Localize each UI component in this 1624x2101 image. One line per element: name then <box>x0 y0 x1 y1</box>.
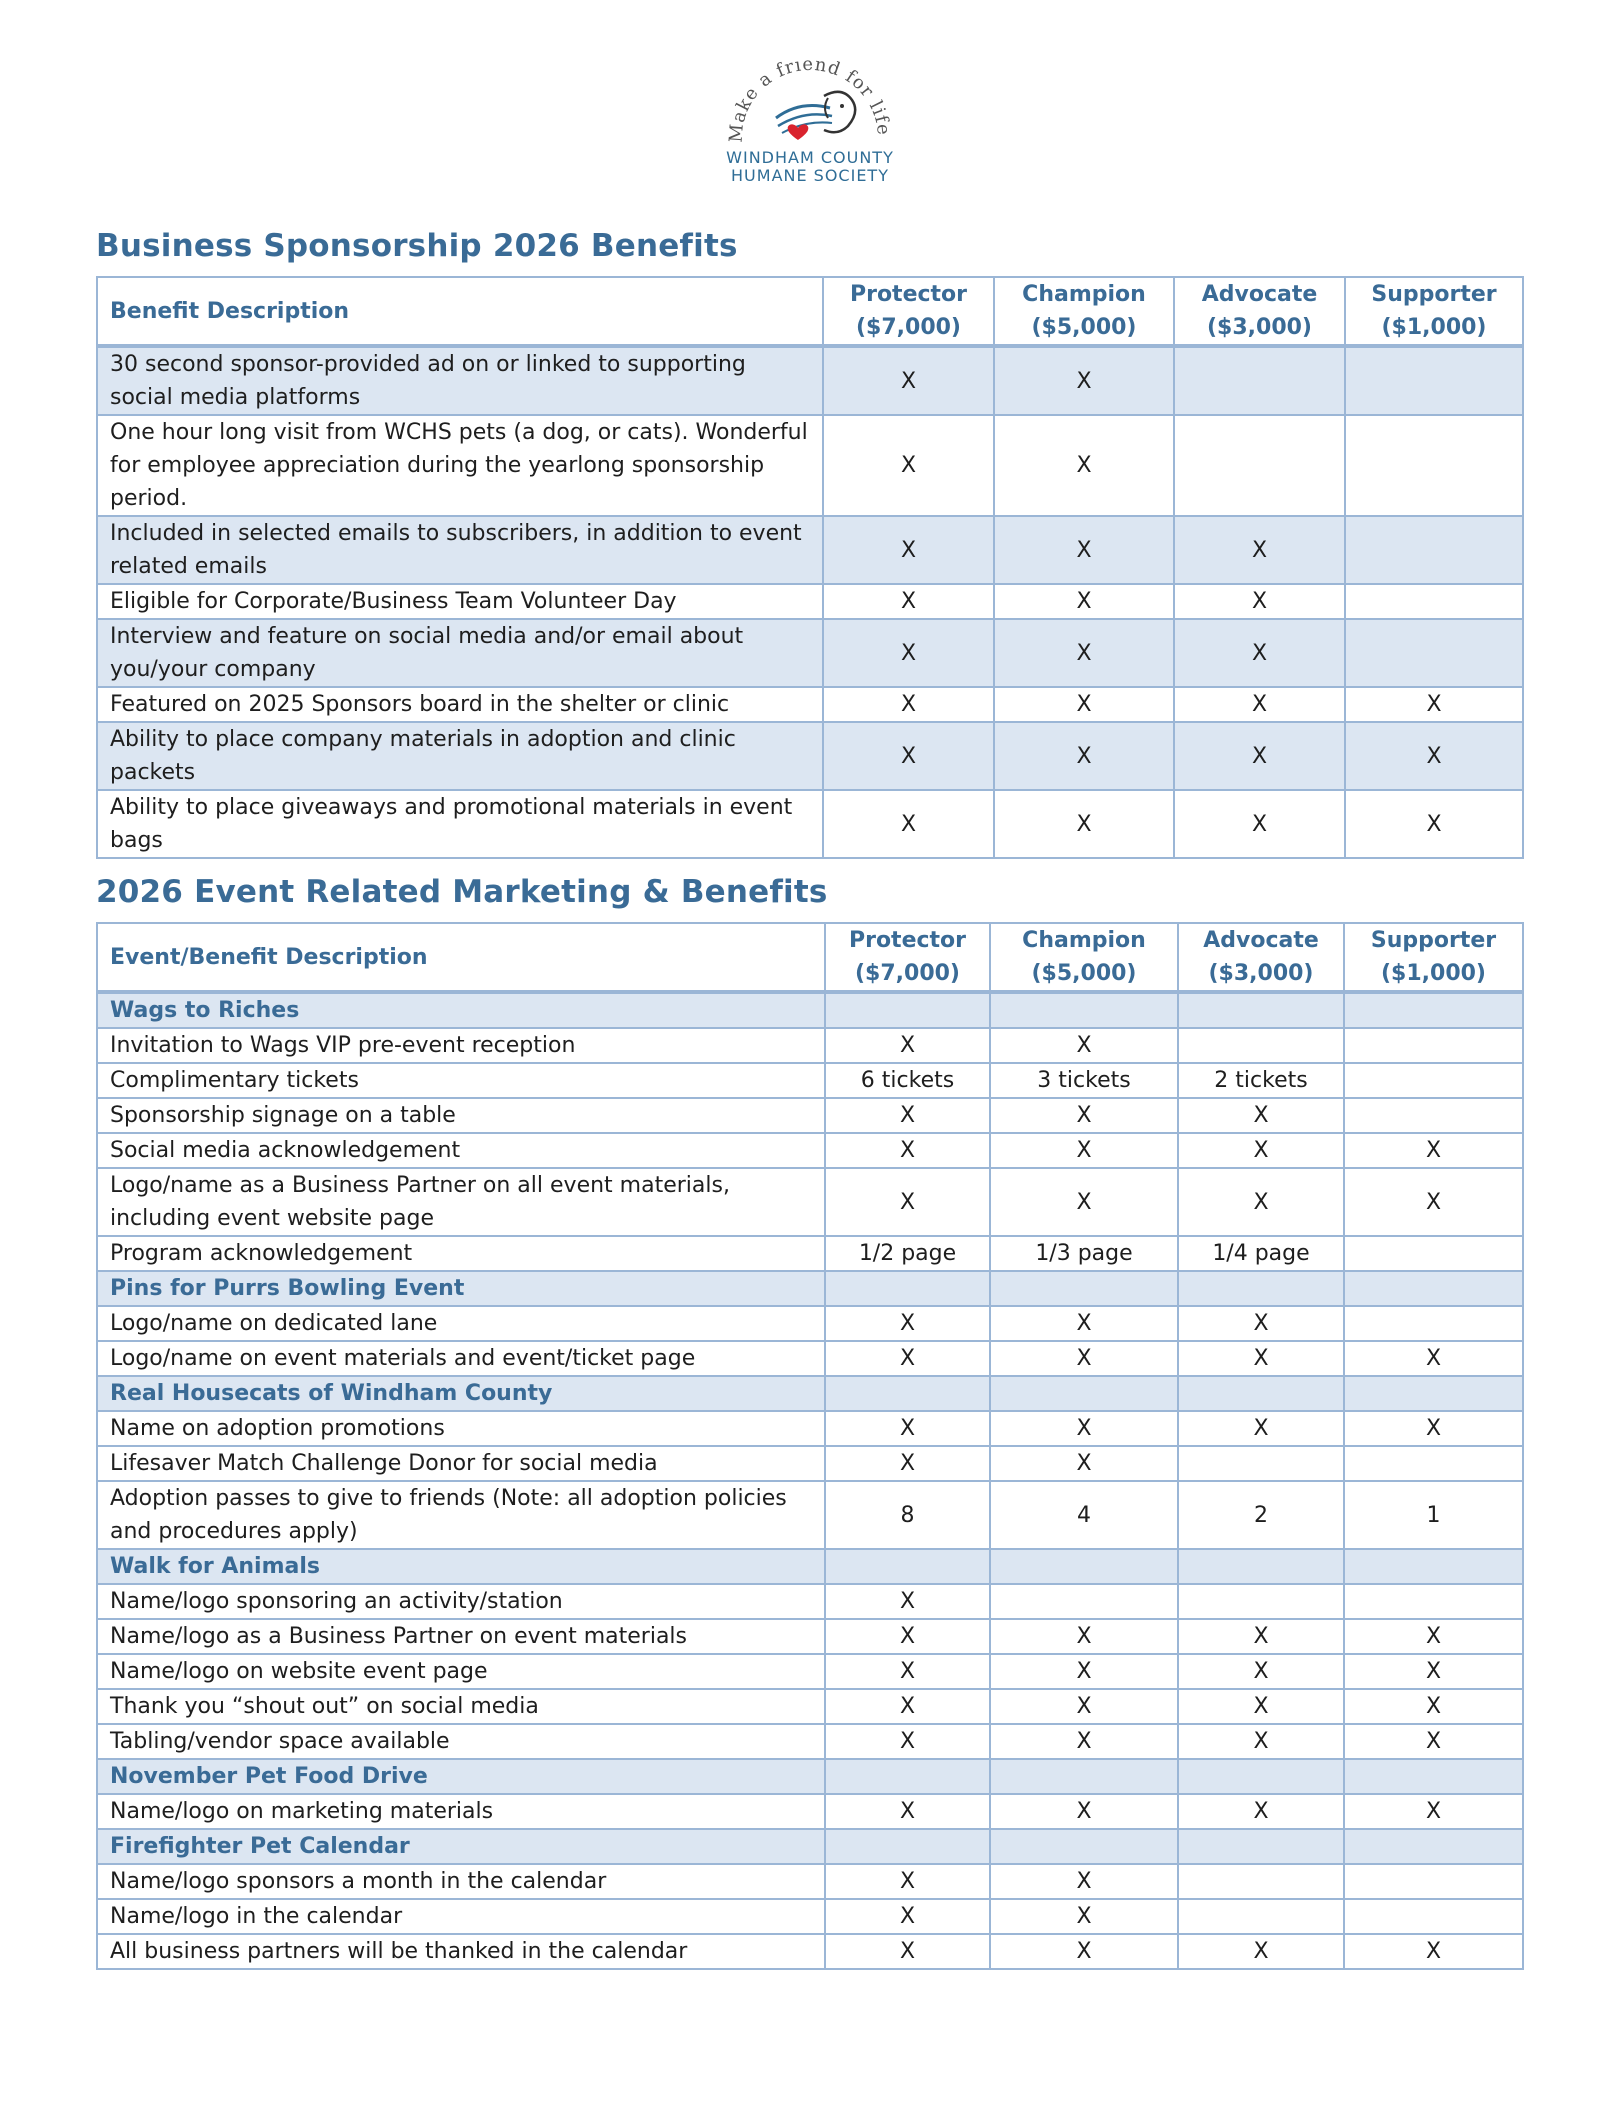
benefit-level-cell: X <box>1174 619 1345 687</box>
header-level <box>1174 277 1345 346</box>
benefit-level-cell: 4 <box>990 1481 1178 1549</box>
benefit-level-cell: X <box>823 722 994 790</box>
header-level <box>990 923 1178 992</box>
benefit-level-cell <box>1178 1864 1344 1899</box>
category-empty-cell <box>1178 992 1344 1028</box>
benefit-level-cell: X <box>1178 1341 1344 1376</box>
benefit-level-cell: X <box>990 1934 1178 1969</box>
sponsorship-benefits-table <box>96 276 1524 859</box>
benefit-description: 30 second sponsor-provided ad on or linked to supporting social media platforms <box>97 346 823 415</box>
benefit-level-cell: X <box>825 1934 990 1969</box>
category-label: Wags to Riches <box>97 992 825 1028</box>
level-amount: ($7,000) <box>854 961 960 986</box>
table-row <box>97 1724 1523 1759</box>
benefit-level-cell: X <box>990 1619 1178 1654</box>
level-name: Supporter <box>1370 928 1497 953</box>
benefit-description: Complimentary tickets <box>97 1063 825 1098</box>
benefit-level-cell: 2 <box>1178 1481 1344 1549</box>
level-amount: ($1,000) <box>1381 315 1487 340</box>
benefit-level-cell: 1/4 page <box>1178 1236 1344 1271</box>
category-label: Real Housecats of Windham County <box>97 1376 825 1411</box>
benefit-description: One hour long visit from WCHS pets (a dog, or cats). Wonderful for employee appreciation during the yearlong sponsorship period. <box>97 415 823 516</box>
benefit-description: All business partners will be thanked in the calendar <box>97 1934 825 1969</box>
category-empty-cell <box>1178 1759 1344 1794</box>
table-row <box>97 1619 1523 1654</box>
category-empty-cell <box>1344 1376 1523 1411</box>
benefit-level-cell: X <box>823 687 994 722</box>
category-empty-cell <box>990 1759 1178 1794</box>
category-empty-cell <box>825 1549 990 1584</box>
benefit-level-cell: X <box>994 619 1174 687</box>
benefit-level-cell: X <box>1178 1794 1344 1829</box>
benefit-description: Thank you “shout out” on social media <box>97 1689 825 1724</box>
benefit-level-cell: X <box>825 1619 990 1654</box>
benefit-level-cell: X <box>1344 1411 1523 1446</box>
table-row <box>97 1446 1523 1481</box>
benefit-level-cell: X <box>990 1899 1178 1934</box>
table-header-row <box>97 923 1523 992</box>
table-row <box>97 1584 1523 1619</box>
category-empty-cell <box>1178 1271 1344 1306</box>
benefit-level-cell: X <box>990 1794 1178 1829</box>
benefit-description: Tabling/vendor space available <box>97 1724 825 1759</box>
benefit-level-cell: X <box>1345 722 1523 790</box>
benefit-description: Ability to place giveaways and promotional materials in event bags <box>97 790 823 858</box>
table-row <box>97 516 1523 584</box>
section1-title: Business Sponsorship 2026 Benefits <box>96 228 738 264</box>
benefit-level-cell: X <box>990 1689 1178 1724</box>
header-level <box>1344 923 1523 992</box>
table-row <box>97 1028 1523 1063</box>
benefit-level-cell: X <box>1344 1133 1523 1168</box>
benefit-description: Eligible for Corporate/Business Team Volunteer Day <box>97 584 823 619</box>
benefit-level-cell: 8 <box>825 1481 990 1549</box>
level-name: Protector <box>848 928 967 953</box>
benefit-level-cell: X <box>825 1899 990 1934</box>
table-row <box>97 1934 1523 1969</box>
level-name: Protector <box>849 282 968 307</box>
benefit-level-cell: 6 tickets <box>825 1063 990 1098</box>
benefit-level-cell <box>1345 619 1523 687</box>
benefit-level-cell: X <box>825 1168 990 1236</box>
category-empty-cell <box>990 1271 1178 1306</box>
benefit-level-cell <box>1345 584 1523 619</box>
benefit-level-cell: X <box>990 1133 1178 1168</box>
table-row <box>97 1341 1523 1376</box>
benefit-level-cell: X <box>990 1654 1178 1689</box>
benefit-level-cell <box>1178 1584 1344 1619</box>
benefit-description: Sponsorship signage on a table <box>97 1098 825 1133</box>
benefit-level-cell <box>1345 346 1523 415</box>
benefit-level-cell <box>1174 415 1345 516</box>
benefit-level-cell: X <box>994 415 1174 516</box>
benefit-level-cell <box>1344 1446 1523 1481</box>
category-empty-cell <box>1344 1829 1523 1864</box>
benefit-level-cell <box>1344 1306 1523 1341</box>
benefit-level-cell: X <box>1178 1654 1344 1689</box>
benefit-level-cell: X <box>1344 1654 1523 1689</box>
benefit-description: Name/logo as a Business Partner on event materials <box>97 1619 825 1654</box>
benefit-level-cell <box>1178 1446 1344 1481</box>
benefit-description: Logo/name on event materials and event/ticket page <box>97 1341 825 1376</box>
header-level <box>1345 277 1523 346</box>
table-row <box>97 1689 1523 1724</box>
benefit-level-cell <box>1174 346 1345 415</box>
category-label: Firefighter Pet Calendar <box>97 1829 825 1864</box>
category-empty-cell <box>1178 1376 1344 1411</box>
table-row <box>97 1098 1523 1133</box>
benefit-level-cell <box>1344 1063 1523 1098</box>
benefit-level-cell: X <box>825 1341 990 1376</box>
level-name: Advocate <box>1201 282 1318 307</box>
section2-title: 2026 Event Related Marketing & Benefits <box>96 874 828 910</box>
level-amount: ($3,000) <box>1206 315 1312 340</box>
benefit-level-cell: X <box>990 1341 1178 1376</box>
table-row <box>97 584 1523 619</box>
benefit-level-cell: X <box>994 516 1174 584</box>
benefit-level-cell: X <box>1178 1098 1344 1133</box>
benefit-level-cell: 2 tickets <box>1178 1063 1344 1098</box>
benefit-level-cell: X <box>994 346 1174 415</box>
benefit-level-cell: X <box>825 1098 990 1133</box>
benefit-level-cell: X <box>825 1028 990 1063</box>
benefit-description: Invitation to Wags VIP pre-event reception <box>97 1028 825 1063</box>
category-empty-cell <box>825 1271 990 1306</box>
benefit-level-cell: X <box>825 1306 990 1341</box>
category-empty-cell <box>1178 1829 1344 1864</box>
benefit-description: Name/logo in the calendar <box>97 1899 825 1934</box>
benefit-level-cell: X <box>1178 1619 1344 1654</box>
benefit-description: Name/logo sponsoring an activity/station <box>97 1584 825 1619</box>
benefit-level-cell <box>1344 1584 1523 1619</box>
benefit-level-cell: X <box>990 1306 1178 1341</box>
benefit-description: Included in selected emails to subscribers, in addition to event related emails <box>97 516 823 584</box>
header-benefit-description: Benefit Description <box>97 277 823 346</box>
benefit-level-cell: X <box>990 1168 1178 1236</box>
category-empty-cell <box>990 992 1178 1028</box>
benefit-level-cell: X <box>994 722 1174 790</box>
level-amount: ($1,000) <box>1380 961 1486 986</box>
benefit-level-cell: X <box>1178 1168 1344 1236</box>
category-label: November Pet Food Drive <box>97 1759 825 1794</box>
dog-heart-logo-icon <box>720 60 900 150</box>
table-row <box>97 1236 1523 1271</box>
level-name: Advocate <box>1203 928 1319 953</box>
benefit-level-cell: 1/2 page <box>825 1236 990 1271</box>
category-empty-cell <box>1344 1549 1523 1584</box>
benefit-level-cell: X <box>1174 722 1345 790</box>
level-amount: ($5,000) <box>1031 315 1137 340</box>
event-benefits-table <box>96 922 1524 1970</box>
category-empty-cell <box>825 1376 990 1411</box>
benefit-level-cell: X <box>1178 1724 1344 1759</box>
table-row <box>97 1864 1523 1899</box>
level-name: Champion <box>1022 282 1146 307</box>
category-empty-cell <box>1344 1271 1523 1306</box>
benefit-level-cell: X <box>1344 1168 1523 1236</box>
benefit-level-cell: X <box>1344 1794 1523 1829</box>
category-empty-cell <box>825 1759 990 1794</box>
benefit-level-cell: X <box>825 1689 990 1724</box>
table-row <box>97 1411 1523 1446</box>
benefit-level-cell: X <box>825 1446 990 1481</box>
benefit-level-cell: X <box>1344 1341 1523 1376</box>
benefit-level-cell: X <box>1178 1411 1344 1446</box>
logo-org-line2: HUMANE SOCIETY <box>731 166 889 185</box>
category-row <box>97 1271 1523 1306</box>
benefit-level-cell: X <box>1345 687 1523 722</box>
level-name: Supporter <box>1371 282 1497 307</box>
benefit-level-cell: X <box>1178 1934 1344 1969</box>
benefit-level-cell: X <box>990 1028 1178 1063</box>
benefit-level-cell: X <box>825 1864 990 1899</box>
benefit-level-cell <box>1178 1028 1344 1063</box>
benefit-level-cell <box>1345 516 1523 584</box>
benefit-description: Logo/name as a Business Partner on all event materials, including event website page <box>97 1168 825 1236</box>
logo-org-line1: WINDHAM COUNTY <box>726 148 894 167</box>
table-row <box>97 1063 1523 1098</box>
benefit-level-cell <box>1178 1899 1344 1934</box>
benefit-level-cell: X <box>1178 1133 1344 1168</box>
benefit-description: Ability to place company materials in adoption and clinic packets <box>97 722 823 790</box>
table-row <box>97 346 1523 415</box>
category-empty-cell <box>1344 992 1523 1028</box>
category-empty-cell <box>990 1549 1178 1584</box>
table-row <box>97 1306 1523 1341</box>
category-row <box>97 992 1523 1028</box>
benefit-level-cell: X <box>994 790 1174 858</box>
benefit-level-cell: X <box>825 1584 990 1619</box>
table-row <box>97 722 1523 790</box>
benefit-level-cell <box>1344 1028 1523 1063</box>
benefit-level-cell: X <box>1174 584 1345 619</box>
benefit-description: Interview and feature on social media and/or email about you/your company <box>97 619 823 687</box>
benefit-level-cell: X <box>1344 1934 1523 1969</box>
table-header-row <box>97 277 1523 346</box>
benefit-level-cell <box>990 1584 1178 1619</box>
table-row <box>97 1133 1523 1168</box>
benefit-level-cell: X <box>823 516 994 584</box>
benefit-level-cell: X <box>823 790 994 858</box>
table-row <box>97 1654 1523 1689</box>
table-row <box>97 1794 1523 1829</box>
level-amount: ($7,000) <box>855 315 961 340</box>
org-logo <box>720 60 900 190</box>
benefit-description: Name on adoption promotions <box>97 1411 825 1446</box>
table-row <box>97 619 1523 687</box>
benefit-level-cell <box>1344 1236 1523 1271</box>
category-empty-cell <box>990 1829 1178 1864</box>
benefit-description: Social media acknowledgement <box>97 1133 825 1168</box>
category-empty-cell <box>1344 1759 1523 1794</box>
benefit-level-cell: X <box>990 1864 1178 1899</box>
benefit-level-cell: X <box>990 1411 1178 1446</box>
level-amount: ($3,000) <box>1208 961 1314 986</box>
benefit-description: Program acknowledgement <box>97 1236 825 1271</box>
benefit-level-cell <box>1344 1098 1523 1133</box>
table-row <box>97 1481 1523 1549</box>
table-row <box>97 1899 1523 1934</box>
category-row <box>97 1549 1523 1584</box>
category-empty-cell <box>1178 1549 1344 1584</box>
table-row <box>97 687 1523 722</box>
category-label: Walk for Animals <box>97 1549 825 1584</box>
benefit-level-cell: X <box>994 687 1174 722</box>
benefit-level-cell: X <box>825 1724 990 1759</box>
benefit-level-cell: X <box>823 346 994 415</box>
header-level <box>823 277 994 346</box>
benefit-level-cell: X <box>825 1133 990 1168</box>
header-level <box>825 923 990 992</box>
header-level <box>1178 923 1344 992</box>
benefit-description: Logo/name on dedicated lane <box>97 1306 825 1341</box>
category-empty-cell <box>825 992 990 1028</box>
category-row <box>97 1759 1523 1794</box>
benefit-level-cell: X <box>1344 1724 1523 1759</box>
level-amount: ($5,000) <box>1031 961 1137 986</box>
header-level <box>994 277 1174 346</box>
benefit-level-cell: X <box>823 619 994 687</box>
table-row <box>97 1168 1523 1236</box>
benefit-description: Name/logo sponsors a month in the calendar <box>97 1864 825 1899</box>
benefit-level-cell: X <box>990 1446 1178 1481</box>
table-row <box>97 415 1523 516</box>
benefit-level-cell: 1/3 page <box>990 1236 1178 1271</box>
benefit-level-cell <box>1345 415 1523 516</box>
benefit-level-cell: X <box>823 584 994 619</box>
benefit-level-cell: X <box>825 1654 990 1689</box>
benefit-level-cell: X <box>990 1098 1178 1133</box>
benefit-description: Name/logo on website event page <box>97 1654 825 1689</box>
benefit-level-cell: X <box>823 415 994 516</box>
benefit-level-cell: X <box>1174 790 1345 858</box>
logo-tagline: Make a friend for life <box>725 60 895 144</box>
benefit-level-cell: X <box>994 584 1174 619</box>
category-label: Pins for Purrs Bowling Event <box>97 1271 825 1306</box>
benefit-description: Name/logo on marketing materials <box>97 1794 825 1829</box>
benefit-level-cell: X <box>1178 1306 1344 1341</box>
level-name: Champion <box>1022 928 1146 953</box>
benefit-level-cell: X <box>1174 516 1345 584</box>
benefit-level-cell: X <box>1344 1689 1523 1724</box>
category-empty-cell <box>990 1376 1178 1411</box>
benefit-level-cell: X <box>990 1724 1178 1759</box>
header-event-benefit-description: Event/Benefit Description <box>97 923 825 992</box>
benefit-level-cell <box>1344 1899 1523 1934</box>
category-row <box>97 1376 1523 1411</box>
benefit-description: Featured on 2025 Sponsors board in the shelter or clinic <box>97 687 823 722</box>
benefit-level-cell: 1 <box>1344 1481 1523 1549</box>
benefit-level-cell: X <box>825 1411 990 1446</box>
benefit-description: Adoption passes to give to friends (Note: all adoption policies and procedures apply) <box>97 1481 825 1549</box>
benefit-level-cell: X <box>1174 687 1345 722</box>
benefit-level-cell: 3 tickets <box>990 1063 1178 1098</box>
category-empty-cell <box>825 1829 990 1864</box>
benefit-level-cell: X <box>825 1794 990 1829</box>
category-row <box>97 1829 1523 1864</box>
table-row <box>97 790 1523 858</box>
benefit-level-cell: X <box>1345 790 1523 858</box>
benefit-level-cell: X <box>1344 1619 1523 1654</box>
benefit-description: Lifesaver Match Challenge Donor for social media <box>97 1446 825 1481</box>
benefit-level-cell: X <box>1178 1689 1344 1724</box>
benefit-level-cell <box>1344 1864 1523 1899</box>
